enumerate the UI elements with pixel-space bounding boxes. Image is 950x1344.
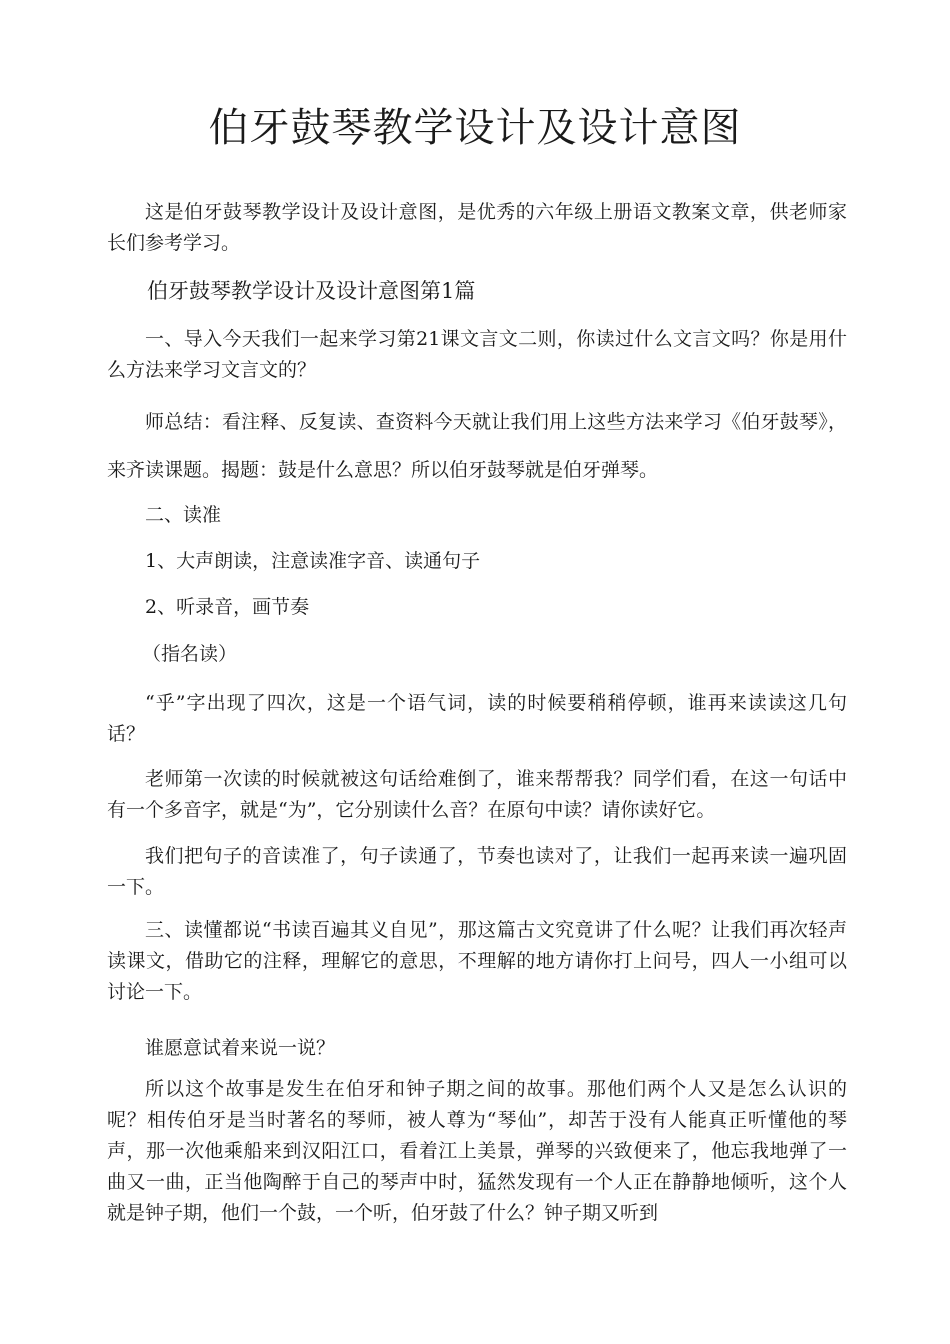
page-title: 伯牙鼓琴教学设计及设计意图 [208, 105, 742, 151]
paragraph-intro-lesson: 一、导入今天我们一起来学习第21课文言文二则，你读过什么文言文吗？你是用什么方法来学习文言文的？ [107, 328, 847, 381]
intro-paragraph: 这是伯牙鼓琴教学设计及设计意图，是优秀的六年级上册语文教案文章，供老师家长们参考学习。 [107, 201, 847, 254]
paragraph-item-one: 1、大声朗读，注意读准字音、读通句子 [145, 550, 481, 572]
paragraph-item-two: 2、听录音，画节奏 [145, 596, 310, 618]
paragraph-who-volunteers: 谁愿意试着来说一说？ [145, 1037, 336, 1059]
paragraph-section-two: 二、读准 [145, 504, 222, 526]
paragraph-teacher-summary: 师总结：看注释、反复读、查资料今天就让我们用上这些方法来学习《伯牙鼓琴》，来齐读课题。揭题：鼓是什么意思？所以伯牙鼓琴就是伯牙弹琴。 [107, 411, 847, 481]
paragraph-section-three: 三、读懂都说“书读百遍其义自见”，那这篇古文究竟讲了什么呢？让我们再次轻声读课文，借助它的注释，理解它的意思，不理解的地方请你打上问号，四人一小组可以讨论一下。 [107, 919, 847, 1003]
section-heading: 伯牙鼓琴教学设计及设计意图第1篇 [147, 279, 476, 303]
paragraph-name-reading: （指名读） [142, 643, 238, 665]
paragraph-hu-particle: “乎”字出现了四次，这是一个语气词，读的时候要稍稍停顿，谁再来读读这几句话？ [107, 692, 847, 745]
paragraph-story: 所以这个故事是发生在伯牙和钟子期之间的故事。那他们两个人又是怎么认识的呢？相传伯牙是当时著名的琴师，被人尊为“琴仙”，却苦于没有人能真正听懂他的琴声，那一次他乘船来到汉阳江口，看着江上美景，弹琴的兴致便来了，他忘我地弹了一曲又一曲，正当他陶醉于自己的琴声中时，猛然发现有一个人正在静静地倾听，这个人就是钟子期，他们一个鼓，一个听，伯牙鼓了什么？钟子期又听到 [107, 1078, 847, 1224]
paragraph-consolidate: 我们把句子的音读准了，句子读通了，节奏也读对了，让我们一起再来读一遍巩固一下。 [107, 845, 847, 898]
paragraph-polyphone: 老师第一次读的时候就被这句话给难倒了，谁来帮帮我？同学们看，在这一句话中有一个多音字，就是“为”，它分别读什么音？在原句中读？请你读好它。 [107, 768, 847, 821]
